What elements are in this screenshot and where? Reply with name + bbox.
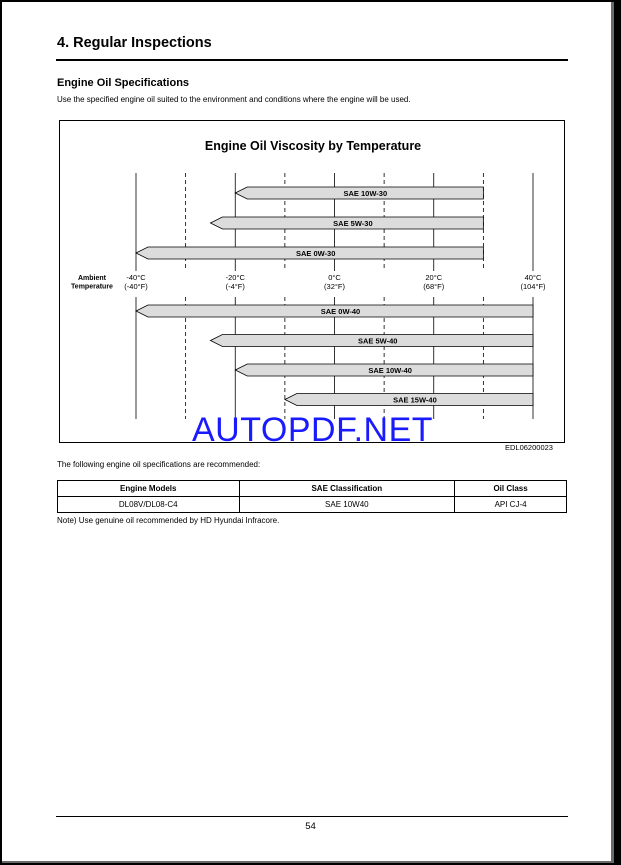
tick-label-celsius: 0°C xyxy=(328,273,341,282)
title-divider xyxy=(56,59,568,61)
tick-label-fahrenheit: (68°F) xyxy=(423,282,445,291)
chart-title: Engine Oil Viscosity by Temperature xyxy=(204,139,422,153)
watermark: AUTOPDF.NET xyxy=(192,411,434,449)
footer-divider xyxy=(56,816,568,817)
table-header-row xyxy=(58,481,567,497)
page-number: 54 xyxy=(305,821,316,832)
header-sae-classification: SAE Classification xyxy=(239,481,455,497)
page-shadow-bottom xyxy=(2,861,614,863)
viscosity-chart-svg xyxy=(60,121,564,442)
tick-label-celsius: -40°C xyxy=(126,273,146,282)
cell-engine-model: DL08V/DL08-C4 xyxy=(58,497,240,513)
tick-label-fahrenheit: (-4°F) xyxy=(225,282,245,291)
cell-sae-classification: SAE 10W40 xyxy=(239,497,455,513)
bar-lower-3-label: SAE 15W-40 xyxy=(393,395,437,405)
axis-label-line: Temperature xyxy=(71,283,113,291)
header-engine-models: Engine Models xyxy=(58,481,240,497)
table-row xyxy=(58,497,567,513)
oil-spec-table xyxy=(57,480,567,513)
bar-lower-0-label: SAE 0W-40 xyxy=(320,307,361,316)
axis-label-line: Ambient xyxy=(78,275,106,282)
tick-label-celsius: -20°C xyxy=(225,273,245,282)
header-oil-class: Oil Class xyxy=(455,481,567,497)
page-shadow-right xyxy=(611,2,614,861)
figure-id: EDL06200023 xyxy=(505,443,553,452)
tick-label-celsius: 40°C xyxy=(524,273,542,282)
recommendation-text: The following engine oil specifications are recommended: xyxy=(57,460,261,469)
tick-label-celsius: 20°C xyxy=(425,273,443,282)
tick-label-fahrenheit: (104°F) xyxy=(520,282,546,291)
bar-lower-1-label: SAE 5W-40 xyxy=(357,336,398,346)
cell-oil-class: API CJ-4 xyxy=(455,497,567,513)
page-title: 4. Regular Inspections xyxy=(57,35,212,51)
note-text: Note) Use genuine oil recommended by HD Hyundai Infracore. xyxy=(57,516,280,525)
bar-upper-1-label: SAE 5W-30 xyxy=(333,219,373,228)
section-heading: Engine Oil Specifications xyxy=(57,77,190,89)
bar-upper-0-label: SAE 10W-30 xyxy=(343,189,388,198)
tick-label-fahrenheit: (32°F) xyxy=(324,282,345,291)
viscosity-chart xyxy=(59,120,565,443)
section-intro: Use the specified engine oil suited to the environment and conditions where the engine will be used. xyxy=(57,95,411,104)
bar-lower-2-label: SAE 10W-40 xyxy=(368,366,412,375)
bar-upper-2-label: SAE 0W-30 xyxy=(295,249,336,258)
tick-label-fahrenheit: (-40°F) xyxy=(124,282,148,291)
